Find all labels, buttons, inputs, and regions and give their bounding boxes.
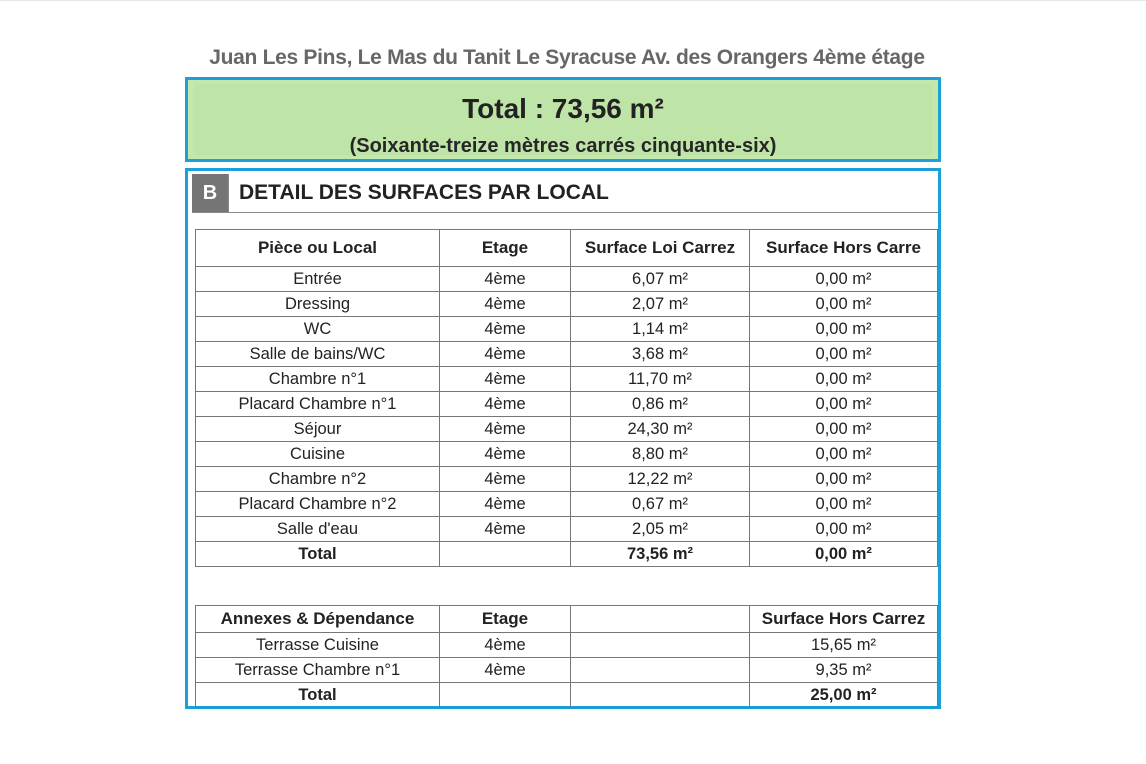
total-row	[196, 542, 938, 567]
cell-hors-carrez: 0,00 m²	[750, 442, 938, 467]
cell-carrez: 24,30 m²	[571, 417, 750, 442]
table-row	[196, 292, 938, 317]
cell-floor: 4ème	[440, 442, 571, 467]
table-row	[196, 467, 938, 492]
column-header-room: Pièce ou Local	[196, 230, 440, 267]
cell-hors-carrez: 0,00 m²	[750, 417, 938, 442]
cell-carrez: 0,67 m²	[571, 492, 750, 517]
page-title: Juan Les Pins, Le Mas du Tanit Le Syracuse Av. des Orangers 4ème étage	[209, 46, 925, 69]
cell-carrez: 12,22 m²	[571, 467, 750, 492]
cell-floor: 4ème	[440, 367, 571, 392]
cell-floor: 4ème	[440, 633, 571, 658]
cell-carrez: 6,07 m²	[571, 267, 750, 292]
cell-floor: 4ème	[440, 467, 571, 492]
cell-room: Terrasse Chambre n°1	[196, 658, 440, 683]
cell-carrez	[571, 633, 750, 658]
cell-room: Salle d'eau	[196, 517, 440, 542]
column-header-hors-carrez: Surface Hors Carrez	[750, 606, 938, 633]
cell-room: Entrée	[196, 267, 440, 292]
table-row	[196, 492, 938, 517]
table-row	[196, 658, 938, 683]
cell-room: Placard Chambre n°1	[196, 392, 440, 417]
cell-room: Terrasse Cuisine	[196, 633, 440, 658]
total-cell-room: Total	[196, 542, 440, 567]
cell-room: Séjour	[196, 417, 440, 442]
total-cell-floor	[440, 683, 571, 708]
cell-carrez: 1,14 m²	[571, 317, 750, 342]
cell-hors-carrez: 0,00 m²	[750, 267, 938, 292]
top-divider	[0, 0, 1146, 1]
cell-floor: 4ème	[440, 492, 571, 517]
cell-carrez	[571, 658, 750, 683]
table-row	[196, 367, 938, 392]
table-row	[196, 267, 938, 292]
table-row	[196, 417, 938, 442]
cell-hors-carrez: 0,00 m²	[750, 517, 938, 542]
cell-hors-carrez: 0,00 m²	[750, 492, 938, 517]
table-header-row	[196, 230, 938, 267]
cell-floor: 4ème	[440, 342, 571, 367]
cell-floor: 4ème	[440, 658, 571, 683]
cell-room: Placard Chambre n°2	[196, 492, 440, 517]
cell-carrez: 0,86 m²	[571, 392, 750, 417]
total-cell-carrez	[571, 683, 750, 708]
cell-floor: 4ème	[440, 517, 571, 542]
cell-room: Chambre n°2	[196, 467, 440, 492]
cell-room: Chambre n°1	[196, 367, 440, 392]
section-title: DETAIL DES SURFACES PAR LOCAL	[228, 174, 609, 212]
cell-carrez: 2,05 m²	[571, 517, 750, 542]
total-cell-hors-carrez: 0,00 m²	[750, 542, 938, 567]
total-cell-floor	[440, 542, 571, 567]
total-summary-box	[185, 77, 941, 162]
column-header-carrez: Surface Loi Carrez	[571, 230, 750, 267]
total-cell-room: Total	[196, 683, 440, 708]
cell-floor: 4ème	[440, 267, 571, 292]
cell-hors-carrez: 0,00 m²	[750, 292, 938, 317]
cell-hors-carrez: 15,65 m²	[750, 633, 938, 658]
table-row	[196, 317, 938, 342]
cell-room: WC	[196, 317, 440, 342]
column-header-empty	[571, 606, 750, 633]
detail-section	[185, 168, 941, 709]
table-row	[196, 392, 938, 417]
total-cell-carrez: 73,56 m²	[571, 542, 750, 567]
table-row	[196, 442, 938, 467]
cell-carrez: 11,70 m²	[571, 367, 750, 392]
cell-hors-carrez: 0,00 m²	[750, 342, 938, 367]
cell-floor: 4ème	[440, 392, 571, 417]
column-header-floor: Etage	[440, 230, 571, 267]
column-header-floor: Etage	[440, 606, 571, 633]
cell-hors-carrez: 0,00 m²	[750, 392, 938, 417]
cell-floor: 4ème	[440, 417, 571, 442]
section-letter-badge: B	[192, 174, 228, 212]
column-header-annex: Annexes & Dépendance	[196, 606, 440, 633]
total-summary-inner	[194, 84, 932, 155]
cell-hors-carrez: 0,00 m²	[750, 317, 938, 342]
total-row	[196, 683, 938, 708]
cell-floor: 4ème	[440, 292, 571, 317]
table-row	[196, 517, 938, 542]
cell-floor: 4ème	[440, 317, 571, 342]
cell-carrez: 8,80 m²	[571, 442, 750, 467]
cell-carrez: 3,68 m²	[571, 342, 750, 367]
section-header	[192, 174, 938, 213]
table-row	[196, 633, 938, 658]
cell-room: Cuisine	[196, 442, 440, 467]
table-row	[196, 342, 938, 367]
cell-room: Salle de bains/WC	[196, 342, 440, 367]
annexes-table	[195, 605, 938, 708]
annex-header-row	[196, 606, 938, 633]
cell-room: Dressing	[196, 292, 440, 317]
total-area: Total : 73,56 m²	[462, 93, 664, 124]
column-header-hors-carrez: Surface Hors Carre	[750, 230, 938, 267]
cell-hors-carrez: 9,35 m²	[750, 658, 938, 683]
total-area-words: (Soixante-treize mètres carrés cinquante-six)	[349, 135, 777, 157]
total-cell-hors-carrez: 25,00 m²	[750, 683, 938, 708]
rooms-surface-table	[195, 229, 938, 567]
cell-hors-carrez: 0,00 m²	[750, 467, 938, 492]
cell-hors-carrez: 0,00 m²	[750, 367, 938, 392]
cell-carrez: 2,07 m²	[571, 292, 750, 317]
